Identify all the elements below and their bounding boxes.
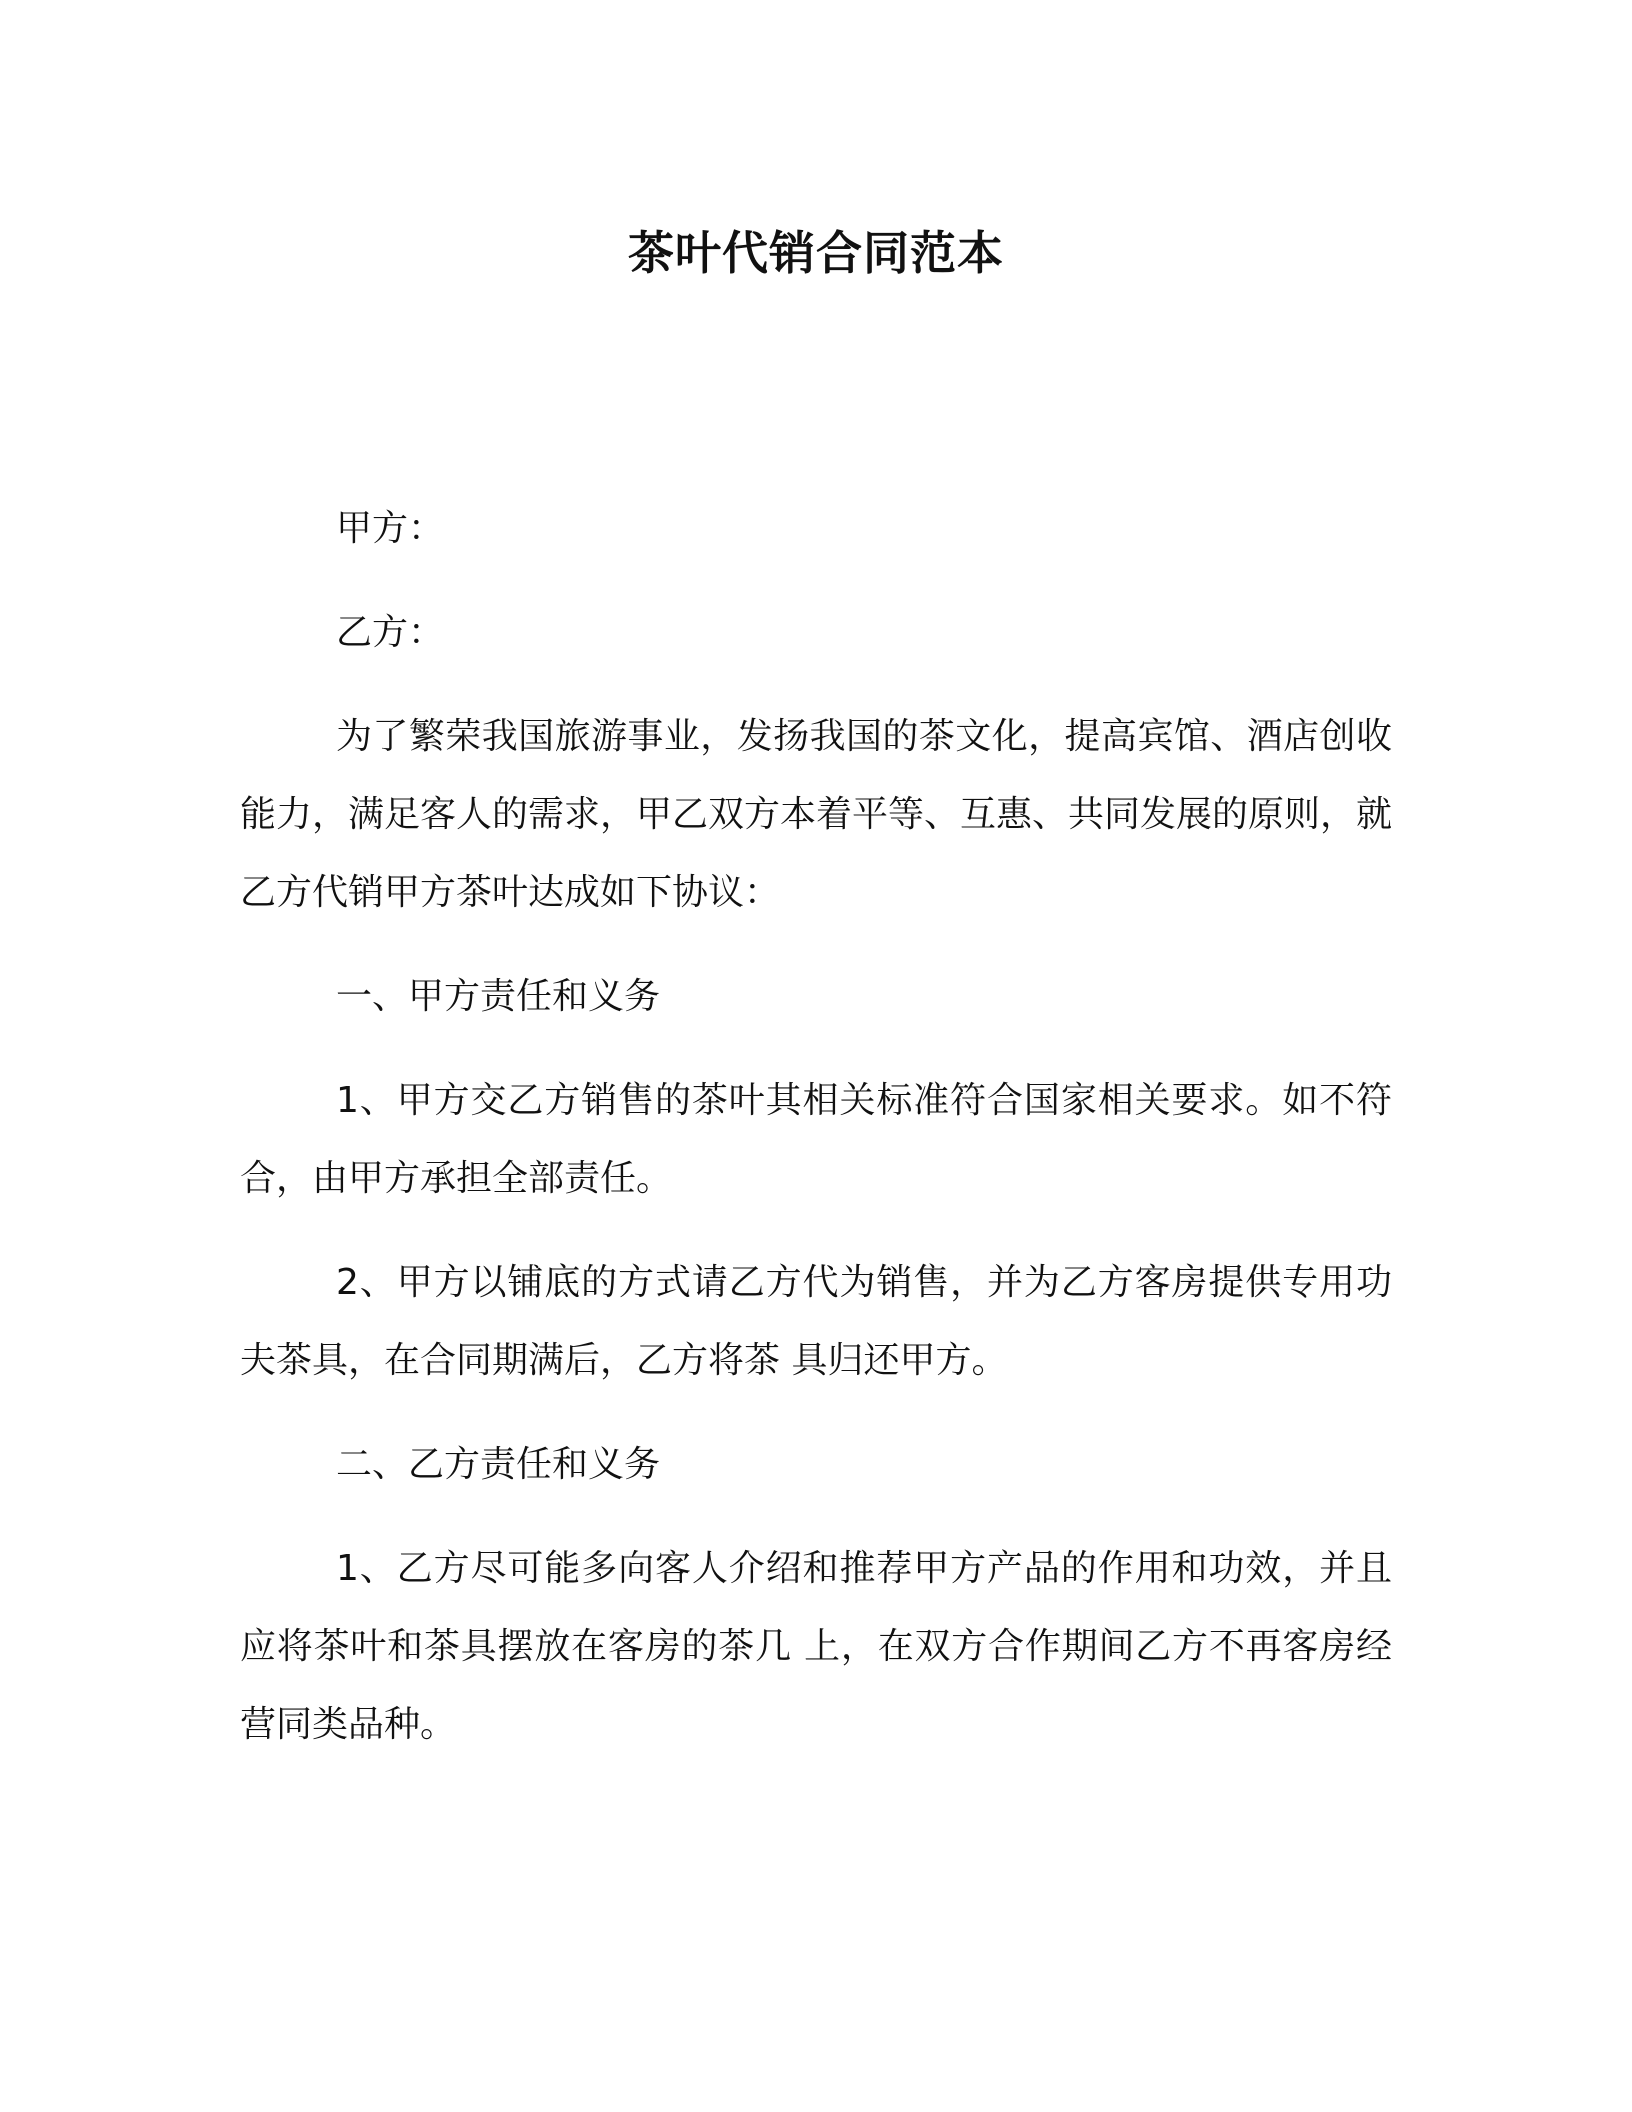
document-title: 茶叶代销合同范本: [628, 226, 1004, 280]
party-a-line: 甲方：: [336, 508, 445, 549]
preamble-paragraph: 为了繁荣我国旅游事业，发扬我国的茶文化，提高宾馆、酒店创收能力，满足客人的需求，甲乙双方本着平等、互惠、共同发展的原则，就乙方代销甲方茶叶达成如下协议：: [240, 716, 1393, 913]
party-b-line: 乙方：: [336, 612, 445, 653]
clause-b-1: 1、乙方尽可能多向客人介绍和推荐甲方产品的作用和功效，并且应将茶叶和茶具摆放在客房的茶几 上，在双方合作期间乙方不再客房经营同类品种。: [240, 1548, 1392, 1745]
section-heading-party-b: 二、乙方责任和义务: [336, 1444, 661, 1485]
section-heading-party-a: 一、甲方责任和义务: [336, 976, 661, 1017]
clause-a-1: 1、甲方交乙方销售的茶叶其相关标准符合国家相关要求。如不符合，由甲方承担全部责任。: [240, 1080, 1392, 1199]
document-body: [240, 490, 1392, 1790]
clause-a-2: 2、甲方以铺底的方式请乙方代为销售，并为乙方客房提供专用功夫茶具，在合同期满后，乙方将茶 具归还甲方。: [240, 1262, 1392, 1381]
